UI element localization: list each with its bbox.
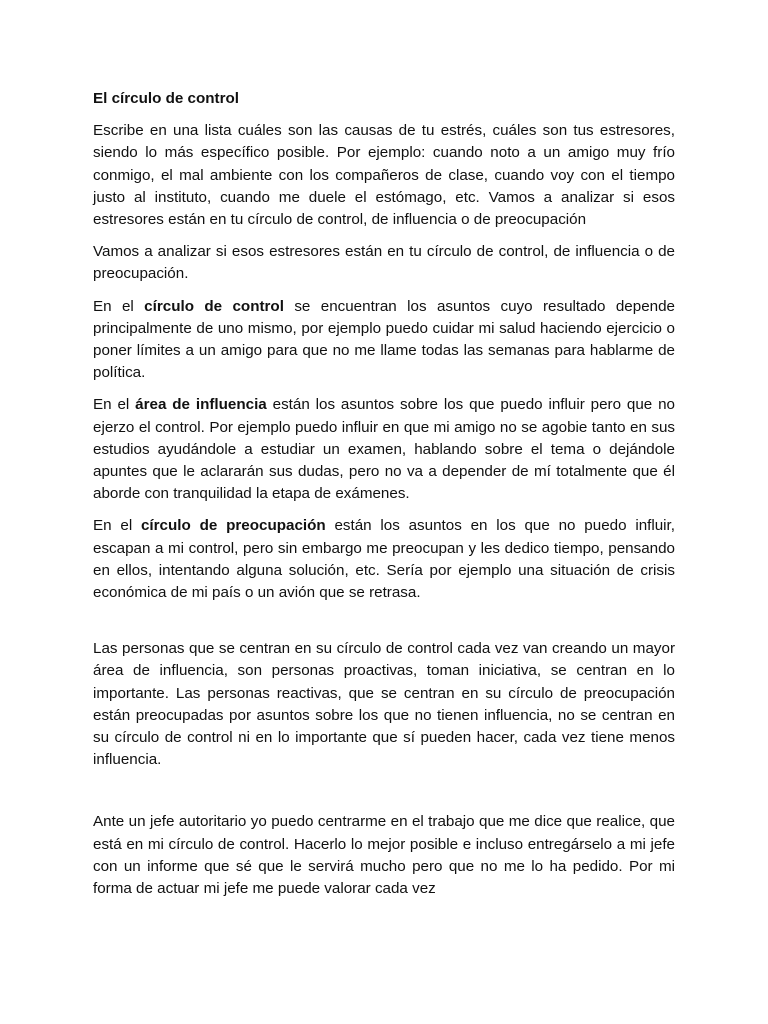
text-segment: En el	[93, 297, 145, 315]
term-circle-of-concern: círculo de preocupación	[140, 517, 326, 535]
term-area-of-influence: área de influencia	[135, 396, 267, 414]
paragraph-circle-of-concern	[93, 515, 675, 604]
paragraph-proactive-reactive: Las personas que se centran en su círculo de control cada vez van creando un mayor área de influencia, son personas proactivas, toman iniciativa, se centran en lo importante. Las personas reactivas, que se centran en su círculo de preocupación están preocupadas por asuntos sobre los que no tienen influencia, no se centran en su círculo de control ni en lo importante que sí pueden hacer, cada vez tiene menos influencia.	[93, 640, 675, 769]
document-title: El círculo de control	[93, 90, 239, 107]
text-segment: se encuentran los asuntos cuyo resultado depende principalmente de uno mismo, por ejemplo puedo cuidar mi salud haciendo ejercicio o poner límites a un amigo para que no me llame todas las semanas para hablarme de política.	[93, 297, 675, 382]
paragraph-analysis: Vamos a analizar si esos estresores están en tu círculo de control, de influencia o de preocupación.	[93, 243, 675, 283]
paragraph-circle-of-control	[93, 296, 675, 385]
paragraph-area-of-influence	[93, 394, 675, 505]
text-segment: En el	[93, 517, 141, 535]
document-page	[93, 88, 675, 910]
text-segment: están los asuntos sobre los que puedo influir pero que no ejerzo el control. Por ejemplo puedo influir en que mi amigo no se agobie tanto en sus estudios ayudándole a estudiar un examen, hablando sobre el tema o dejándole apuntes que le aclararán sus dudas, pero no va a depender de mí totalmente que él aborde con tranquilidad la etapa de exámenes.	[93, 396, 675, 503]
paragraph-boss-example: Ante un jefe autoritario yo puedo centrarme en el trabajo que me dice que realice, que está en mi círculo de control. Hacerlo lo mejor posible e incluso entregárselo a mi jefe con un informe que sé que le servirá mucho pero que no me lo ha pedido. Por mi forma de actuar mi jefe me puede valorar cada vez	[93, 813, 675, 898]
term-circle-of-control: círculo de control	[144, 297, 284, 315]
text-segment: están los asuntos en los que no puedo influir, escapan a mi control, pero sin embargo me preocupan y les dedico tiempo, pensando en ellos, intentando alguna solución, etc. Sería por ejemplo una situación de crisis económica de mi país o un avión que se retrasa.	[93, 517, 675, 602]
text-segment: En el	[93, 396, 136, 414]
paragraph-intro: Escribe en una lista cuáles son las causas de tu estrés, cuáles son tus estresores, siendo lo más específico posible. Por ejemplo: cuando noto a un amigo muy frío conmigo, el mal ambiente con los compañeros de clase, cuando voy con el tiempo justo al instituto, cuando me duele el estómago, etc. Vamos a analizar si esos estresores están en tu círculo de control, de influencia o de preocupación	[93, 122, 675, 229]
